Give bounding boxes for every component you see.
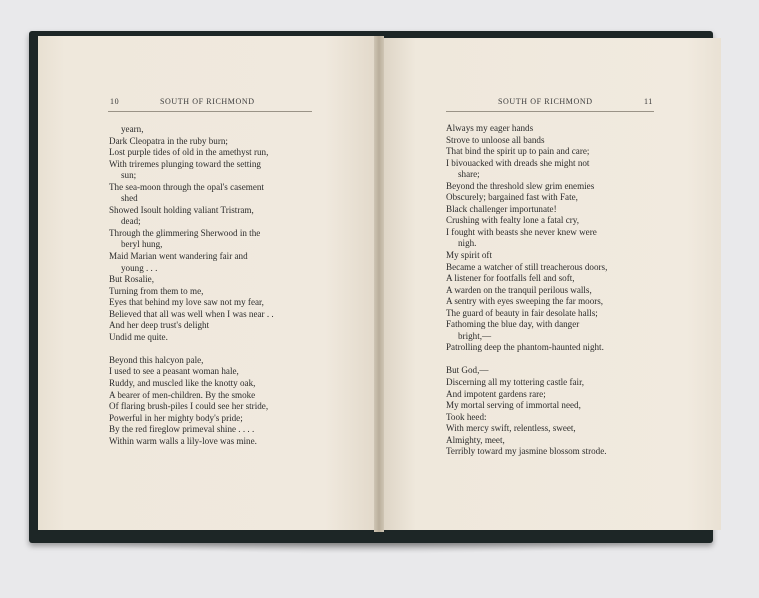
poem-line: But God,— <box>446 365 489 376</box>
book-gutter <box>374 36 384 532</box>
poem-line: But Rosalie, <box>109 274 154 285</box>
poem-line: Ruddy, and muscled like the knotty oak, <box>109 378 256 389</box>
poem-line: The sea-moon through the opal's casement <box>109 181 264 192</box>
poem-line: young . . . <box>121 262 158 273</box>
poem-line: With triremes plunging toward the setting <box>109 158 261 169</box>
poem-line: I bivouacked with dreads she might not <box>446 157 590 168</box>
poem-line: Took heed: <box>446 411 487 422</box>
poem-line: Obscurely; bargained fast with Fate, <box>446 192 578 203</box>
poem-line: Undid me quite. <box>109 331 168 342</box>
poem-line: Strove to unloose all bands <box>446 134 545 145</box>
left-poem-text <box>109 124 314 447</box>
poem-line: My spirit oft <box>446 250 492 261</box>
poem-line: yearn, <box>121 124 144 134</box>
poem-line: nigh. <box>458 238 477 249</box>
poem-line: I used to see a peasant woman hale, <box>109 366 239 377</box>
poem-line: A sentry with eyes sweeping the far moors, <box>446 296 604 307</box>
poem-line: That bind the spirit up to pain and care; <box>446 146 590 157</box>
poem-line: bright,— <box>458 330 492 341</box>
poem-line: Lost purple tides of old in the amethyst run, <box>109 147 269 158</box>
right-page-number: 11 <box>644 97 653 106</box>
poem-line: A listener for footfalls fell and soft, <box>446 273 575 284</box>
poem-line: Eyes that behind my love saw not my fear, <box>109 297 264 308</box>
poem-line: And impotent gardens rare; <box>446 388 546 399</box>
poem-line: My mortal serving of immortal need, <box>446 400 581 411</box>
poem-line: Turning from them to me, <box>109 285 204 296</box>
left-header-rule <box>108 111 312 112</box>
poem-line: With mercy swift, relentless, sweet, <box>446 423 576 434</box>
poem-line: Beyond this halcyon pale, <box>109 354 204 365</box>
stanza-break <box>109 343 314 355</box>
poem-line: Dark Cleopatra in the ruby burn; <box>109 135 228 146</box>
poem-line: Through the glimmering Sherwood in the <box>109 227 261 238</box>
poem-line: Powerful in her mighty body's pride; <box>109 412 243 423</box>
poem-line: Believed that all was well when I was near . . <box>109 308 274 319</box>
poem-line: Fathoming the blue day, with danger <box>446 319 580 330</box>
poem-line: Became a watcher of still treacherous doors, <box>446 261 608 272</box>
poem-line: shed <box>121 193 138 204</box>
right-header-rule <box>446 111 654 112</box>
poem-line: Patrolling deep the phantom-haunted night. <box>446 342 604 353</box>
poem-line: dead; <box>121 216 141 227</box>
poem-line: A warden on the tranquil perilous walls, <box>446 284 592 295</box>
poem-line: Of flaring brush-piles I could see her stride, <box>109 401 269 412</box>
poem-line: beryl hung, <box>121 239 163 250</box>
poem-line: Terribly toward my jasmine blossom strode. <box>446 446 607 457</box>
poem-line: By the red fireglow primeval shine . . . . <box>109 424 255 435</box>
poem-line: Black challenger importunate! <box>446 203 557 214</box>
stanza-break <box>446 354 654 366</box>
right-poem-text <box>446 123 654 458</box>
poem-line: Almighty, meet, <box>446 434 505 445</box>
poem-line: Always my eager hands <box>446 123 534 133</box>
poem-line: I fought with beasts she never knew were <box>446 226 597 237</box>
poem-line: Within warm walls a lily-love was mine. <box>109 435 257 446</box>
poem-line: The guard of beauty in fair desolate halls; <box>446 307 598 318</box>
poem-line: sun; <box>121 170 137 181</box>
poem-line: Discerning all my tottering castle fair, <box>446 377 585 388</box>
poem-line: Crushing with fealty lone a fatal cry, <box>446 215 579 226</box>
poem-line: Showed Isoult holding valiant Tristram, <box>109 204 254 215</box>
right-running-head: SOUTH OF RICHMOND <box>498 97 593 106</box>
poem-line: Maid Marian went wandering fair and <box>109 251 248 262</box>
poem-line: And her deep trust's delight <box>109 320 210 331</box>
poem-line: share; <box>458 169 480 180</box>
left-running-head: SOUTH OF RICHMOND <box>160 97 255 106</box>
poem-line: Beyond the threshold slew grim enemies <box>446 180 595 191</box>
left-page-number: 10 <box>110 97 120 106</box>
poem-line: A bearer of men-children. By the smoke <box>109 389 256 400</box>
